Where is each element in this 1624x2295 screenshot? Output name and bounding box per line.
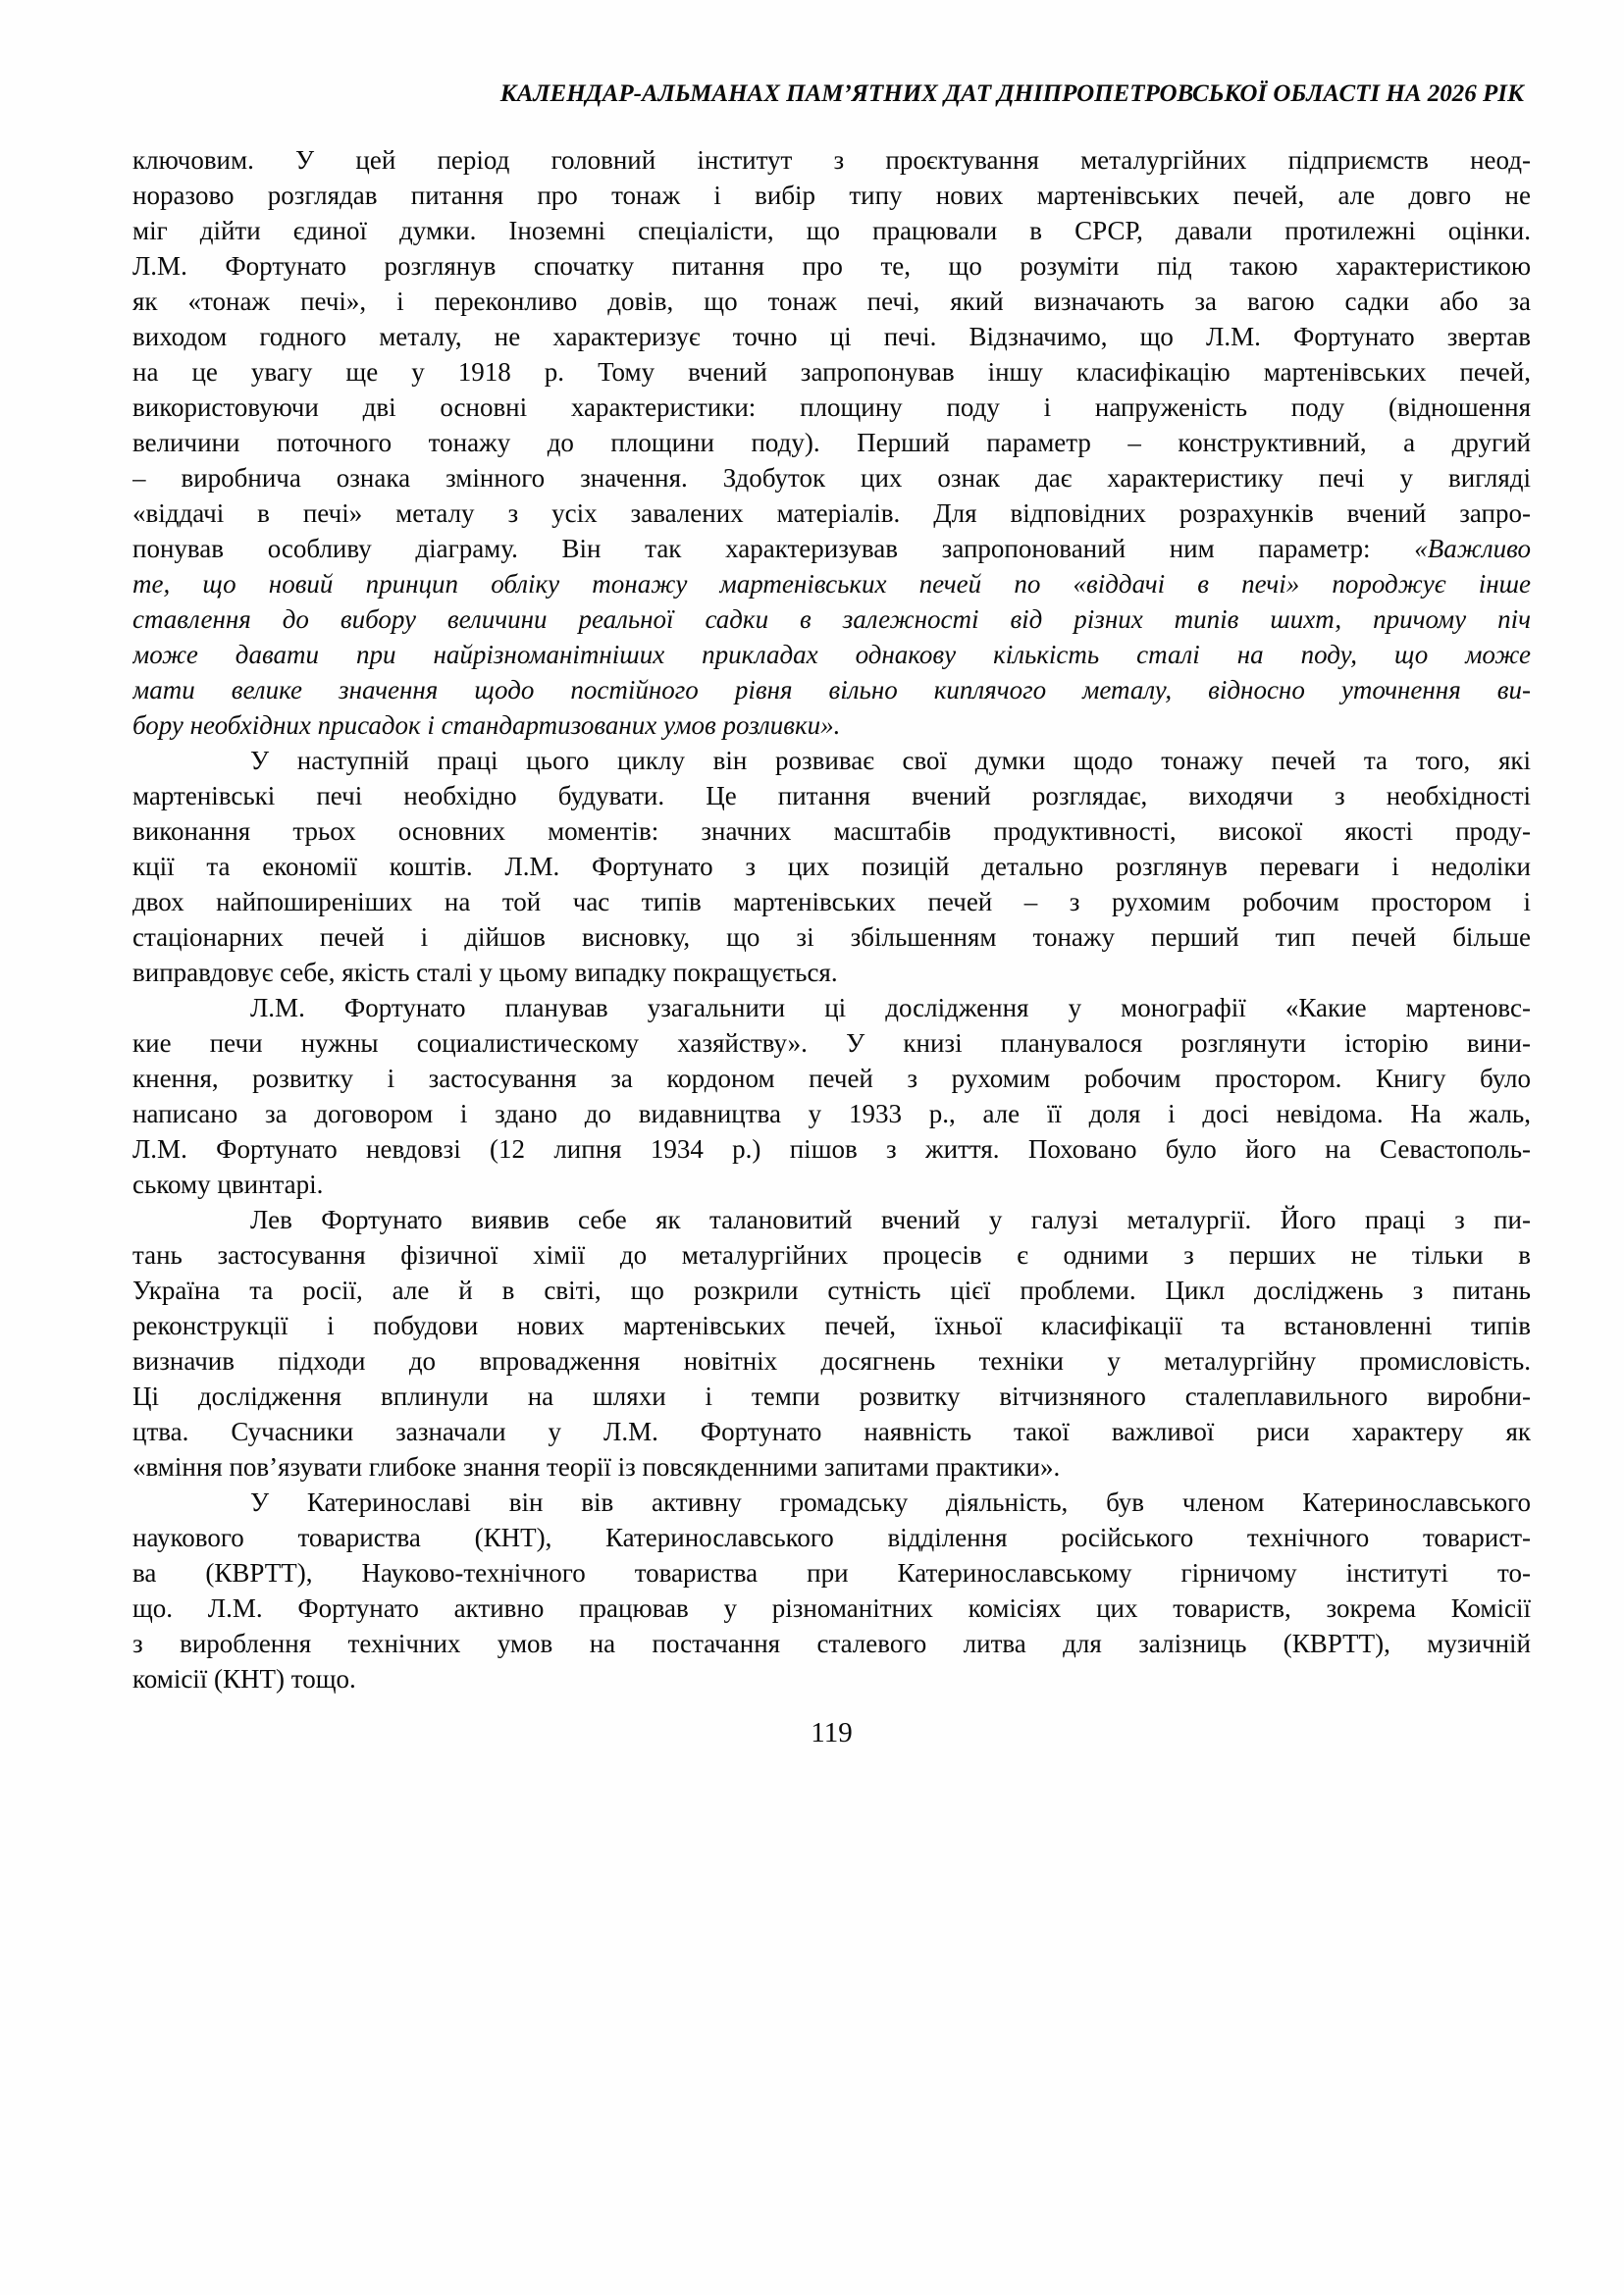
text-line [132, 1167, 1531, 1202]
body-text: Ці дослідження вплинули на шляхи і темпи розвитку вітчизняного сталеплавильного виробни- [132, 1382, 1531, 1411]
text-line [132, 213, 1531, 248]
body-text: Л.М. Фортунато розглянув спочатку питання про те, що розуміти під такою характеристикою [132, 251, 1531, 281]
body-text: наукового товариства (КНТ), Катеринославського відділення російського технічного товарист- [132, 1523, 1531, 1552]
body-text: мартенівські печі необхідно будувати. Це питання вчений розглядає, виходячи з необхідності [132, 781, 1531, 810]
body-text: цтва. Сучасники зазначали у Л.М. Фортунато наявність такої важливої риси характеру як [132, 1417, 1531, 1446]
text-line [132, 955, 1531, 990]
body-text: що. Л.М. Фортунато активно працював у різноманітних комісіях цих товариств, зокрема Комісії [132, 1593, 1531, 1623]
body-text: – виробнича ознака змінного значення. Здобуток цих ознак дає характеристику печі у вигляді [132, 463, 1531, 493]
text-line [132, 1485, 1531, 1520]
body-text: кції та економії коштів. Л.М. Фортунато з цих позицій детально розглянув переваги і недоліки [132, 852, 1531, 881]
text-line [132, 425, 1531, 460]
body-text: ському цвинтарі. [132, 1170, 324, 1199]
body-text: з вироблення технічних умов на постачання сталевого литва для залізниць (КВРТТ), музичній [132, 1629, 1531, 1658]
running-header: КАЛЕНДАР-АЛЬМАНАХ ПАМ’ЯТНИХ ДАТ ДНІПРОПЕТРОВСЬКОЇ ОБЛАСТІ НА 2026 РІК [499, 80, 1524, 107]
body-text: понував особливу діаграму. Він так характеризував запропонований ним параметр: [132, 534, 1415, 563]
body-text: виконання трьох основних моментів: значних масштабів продуктивності, високої якості проду- [132, 816, 1531, 846]
paragraph [132, 990, 1531, 1202]
body-text: «віддачі в печі» металу з усіх завалених матеріалів. Для відповідних розрахунків вчений запро- [132, 498, 1531, 528]
body-text: на це увагу ще у 1918 р. Тому вчений запропонував іншу класифікацію мартенівських печей, [132, 357, 1531, 387]
text-line [132, 637, 1531, 672]
body-text: «вміння пов’язувати глибоке знання теорії із повсякденними запитами практики». [132, 1452, 1061, 1482]
quote-text: ставлення до вибору величини реальної садки в залежності від різних типів шихт, причому піч [132, 604, 1531, 634]
text-line [132, 496, 1531, 531]
text-line [132, 1343, 1531, 1379]
body-text: Л.М. Фортунато невдовзі (12 липня 1934 р.) пішов з життя. Поховано було його на Севастополь- [132, 1134, 1531, 1164]
body-text: виправдовує себе, якість сталі у цьому випадку покращується. [132, 958, 838, 987]
quote-text: те, що новий принцип обліку тонажу мартенівських печей по «віддачі в печі» породжує інше [132, 569, 1531, 599]
quote-text: «Важливо [1414, 534, 1531, 563]
text-line [132, 1061, 1531, 1096]
text-line [132, 1520, 1531, 1555]
text-line [132, 142, 1531, 178]
text-block [132, 142, 1531, 1696]
quote-text: може давати при найрізноманітніших прикладах однакову кількість сталі на поду, що може [132, 640, 1531, 669]
text-line [132, 354, 1531, 390]
text-line [132, 1555, 1531, 1591]
text-line [132, 1202, 1531, 1237]
text-line [132, 1308, 1531, 1343]
body-text: як «тонаж печі», і переконливо довів, що тонаж печі, який визначають за вагою садки або за [132, 287, 1531, 316]
body-text: міг дійти єдиної думки. Іноземні спеціалісти, що працювали в СРСР, давали протилежні оцінки. [132, 216, 1531, 245]
text-line [132, 1379, 1531, 1414]
text-line [132, 531, 1531, 566]
text-line [132, 460, 1531, 496]
body-text: визначив підходи до впровадження новітніх досягнень техніки у металургійну промисловість. [132, 1346, 1531, 1376]
body-text: кие печи нужны социалистическому хазяйству». У книзі планувалося розглянути історію вини- [132, 1028, 1531, 1058]
text-line [132, 319, 1531, 354]
text-line [132, 990, 1531, 1025]
body-text: написано за договором і здано до видавництва у 1933 р., але її доля і досі невідома. На жаль, [132, 1099, 1531, 1128]
body-text: використовуючи дві основні характеристики: площину поду і напруженість поду (відношення [132, 392, 1531, 422]
text-line [132, 601, 1531, 637]
text-line [132, 1131, 1531, 1167]
text-line [132, 1661, 1531, 1696]
text-line [132, 813, 1531, 849]
body-text: У наступній праці цього циклу він розвиває свої думки щодо тонажу печей та того, які [250, 746, 1531, 775]
body-text: виходом годного металу, не характеризує точно ці печі. Відзначимо, що Л.М. Фортунато звертав [132, 322, 1531, 351]
body-text: двох найпоширеніших на той час типів мартенівських печей – з рухомим робочим простором і [132, 887, 1531, 916]
quote-text: мати велике значення щодо постійного рівня вільно киплячого металу, відносно уточнення ви- [132, 675, 1531, 704]
body-text: Лев Фортунато виявив себе як талановитий вчений у галузі металургії. Його праці з пи- [250, 1205, 1531, 1234]
body-text: норазово розглядав питання про тонаж і вибір типу нових мартенівських печей, але довго не [132, 181, 1531, 210]
text-line [132, 284, 1531, 319]
page-number: 119 [811, 1717, 853, 1748]
text-line [132, 1626, 1531, 1661]
text-line [132, 1237, 1531, 1273]
text-line [132, 566, 1531, 601]
body-text: У Катеринославі він вів активну громадську діяльність, був членом Катеринославського [250, 1487, 1531, 1517]
body-text: Україна та росії, але й в світі, що розкрили сутність цієї проблеми. Цикл досліджень з питань [132, 1276, 1531, 1305]
body-text: комісії (КНТ) тощо. [132, 1664, 356, 1694]
paragraph [132, 743, 1531, 990]
text-line [132, 390, 1531, 425]
body-text: стаціонарних печей і дійшов висновку, що зі збільшенням тонажу перший тип печей більше [132, 922, 1531, 952]
text-line [132, 1449, 1531, 1485]
paragraph [132, 1485, 1531, 1696]
body-text: кнення, розвитку і застосування за кордоном печей з рухомим робочим простором. Книгу було [132, 1064, 1531, 1093]
body-text: тань застосування фізичної хімії до металургійних процесів є одними з перших не тільки в [132, 1240, 1531, 1270]
paragraph [132, 142, 1531, 743]
text-line [132, 1096, 1531, 1131]
body-text: величини поточного тонажу до площини поду). Перший параметр – конструктивний, а другий [132, 428, 1531, 457]
text-line [132, 707, 1531, 743]
text-line [132, 248, 1531, 284]
text-line [132, 1025, 1531, 1061]
text-line [132, 743, 1531, 778]
body-text: ключовим. У цей період головний інститут з проєктування металургійних підприємств неод- [132, 145, 1531, 175]
text-line [132, 1591, 1531, 1626]
text-line [132, 1414, 1531, 1449]
text-line [132, 178, 1531, 213]
text-line [132, 884, 1531, 919]
paragraph [132, 1202, 1531, 1485]
text-line [132, 672, 1531, 707]
quote-text: бору необхідних присадок і стандартизованих умов розливки». [132, 710, 841, 740]
text-line [132, 1273, 1531, 1308]
body-text: ва (КВРТТ), Науково-технічного товариства при Катеринославському гірничому інституті то- [132, 1558, 1531, 1588]
text-line [132, 919, 1531, 955]
text-line [132, 778, 1531, 813]
body-text: реконструкції і побудови нових мартенівських печей, їхньої класифікації та встановленні типів [132, 1311, 1531, 1340]
text-line [132, 849, 1531, 884]
body-text: Л.М. Фортунато планував узагальнити ці дослідження у монографії «Какие мартеновс- [250, 993, 1531, 1022]
